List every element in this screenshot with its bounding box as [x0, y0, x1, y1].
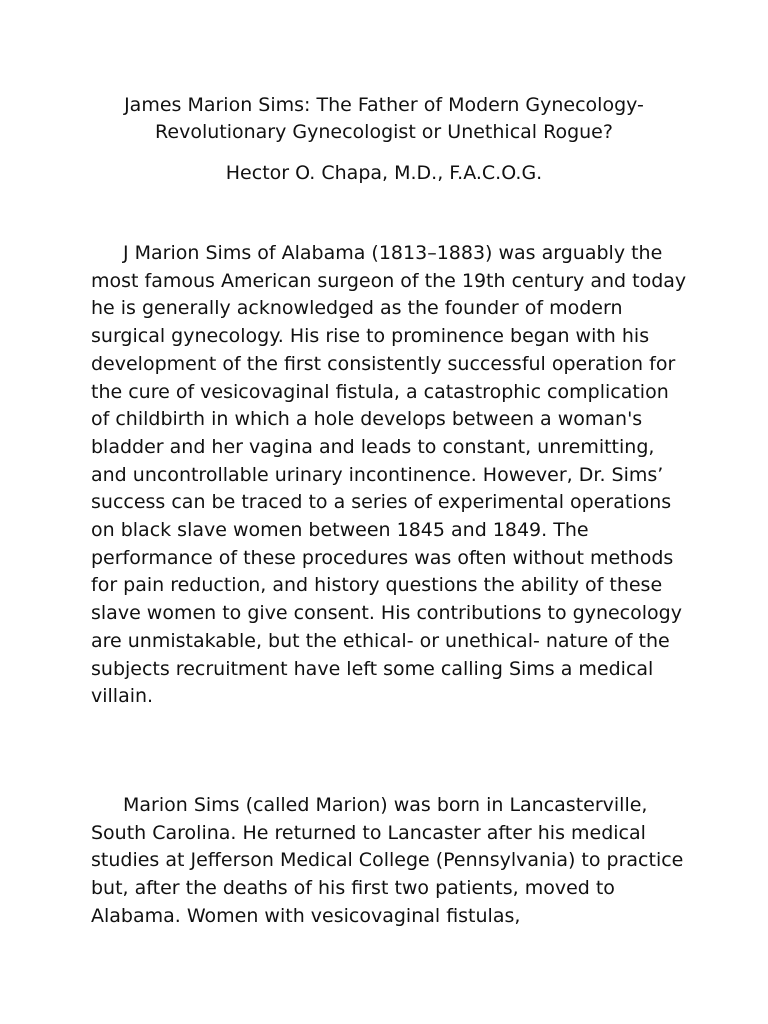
- document-author: Hector O. Chapa, M.D., F.A.C.O.G.: [225, 162, 543, 184]
- body-paragraph-2: Marion Sims (called Marion) was born in Lancasterville, South Carolina. He returned to Lancaster after his medical studies at Jefferson Medical College (Pennsylvania) to practice but, after the deaths of his first two patients, moved to Alabama. Women with vesicovaginal fistulas,: [91, 794, 684, 927]
- document-title: James Marion Sims: The Father of Modern Gynecology- Revolutionary Gynecologist or Unethical Rogue?: [124, 94, 644, 143]
- body-paragraph-1: J Marion Sims of Alabama (1813–1883) was arguably the most famous American surgeon of the 19th century and today he is generally acknowledged as the founder of modern surgical gynecology. His rise to prominence began with his development of the first consistently successful operation for the cure of vesicovaginal fistula, a catastrophic complication of childbirth in which a hole develops between a woman's bladder and her vagina and leads to constant, unremitting, and uncontrollable urinary incontinence. However, Dr. Sims’ success can be traced to a series of experimental operations on black slave women between 1845 and 1849. The performance of these procedures was often without methods for pain reduction, and history questions the ability of these slave women to give consent. His contributions to gynecology are unmistakable, but the ethical- or unethical- nature of the subjects recruitment have left some calling Sims a medical villain.: [91, 242, 687, 708]
